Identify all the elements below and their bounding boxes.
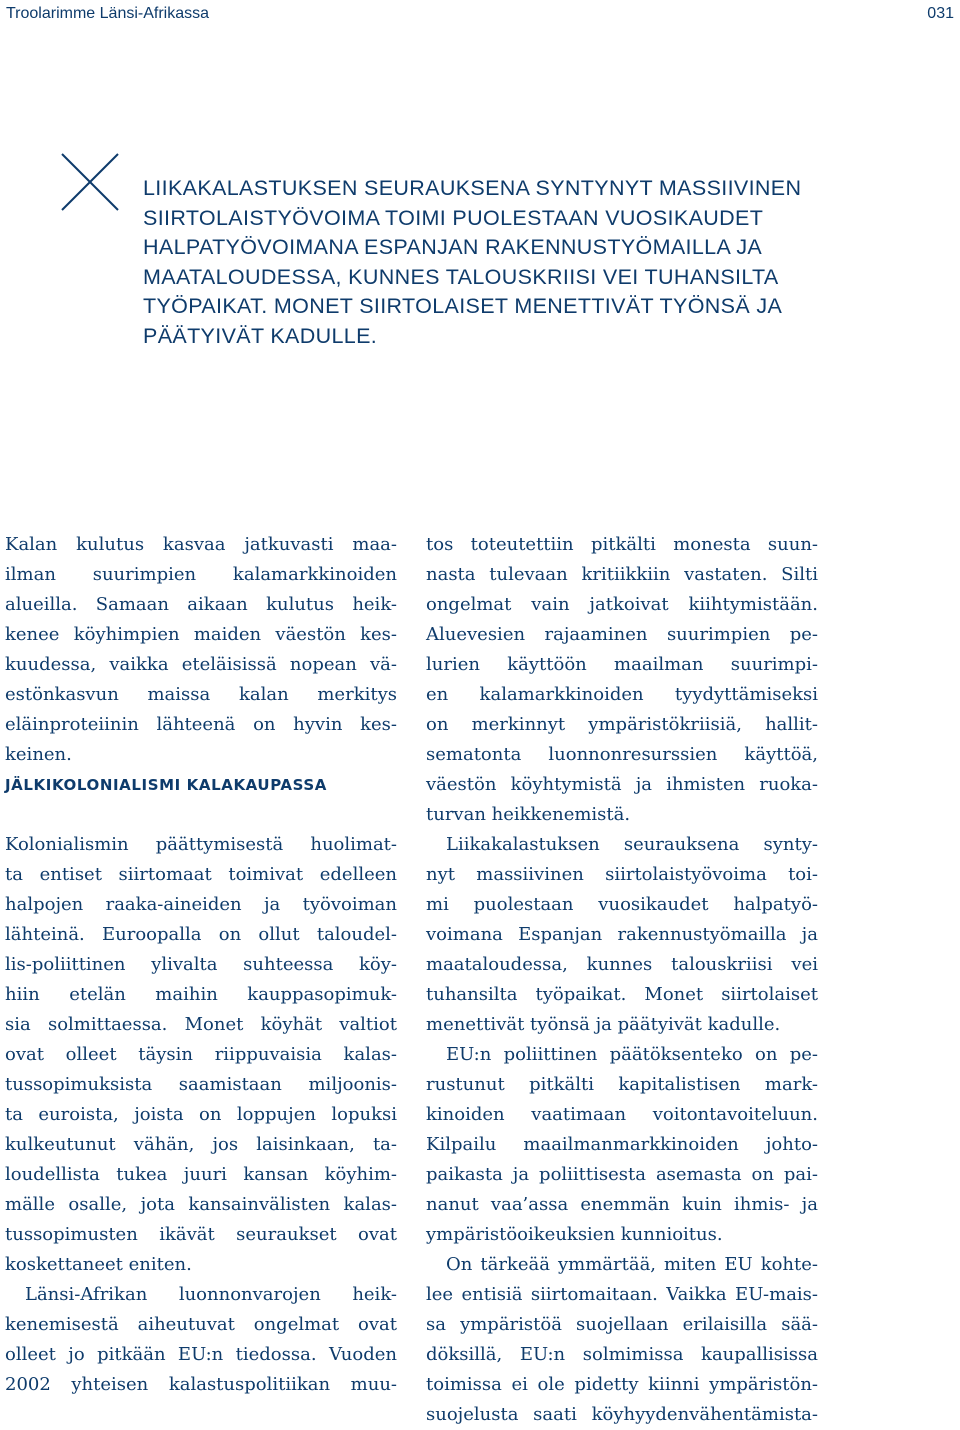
- text-line: döksillä, EU:n solmimissa kaupallisissa: [426, 1344, 818, 1365]
- text-line: lee entisiä siirtomaitaan. Vaikka EU-mais-: [426, 1284, 818, 1305]
- text-line: Länsi-Afrikan luonnonvarojen heik-: [25, 1284, 397, 1305]
- text-line: mälle osalle, jota kansainvälisten kalas-: [5, 1194, 397, 1215]
- left-column: [5, 530, 397, 1400]
- pull-quote-line: MAATALOUDESSA, KUNNES TALOUSKRIISI VEI TUHANSILTA: [143, 264, 779, 289]
- text-line: paikasta ja poliittisesta asemasta on pai-: [426, 1164, 818, 1185]
- pull-quote-line: LIIKAKALASTUKSEN SEURAUKSENA SYNTYNYT MASSIIVINEN: [143, 176, 802, 200]
- text-line: kinoiden vaatimaan voitontavoiteluun.: [426, 1104, 818, 1125]
- body-paragraph: [5, 830, 397, 1280]
- text-line: menettivät työnsä ja päätyivät kadulle.: [426, 1014, 781, 1035]
- text-line: Kolonialismin päättymisestä huolimat-: [5, 834, 397, 855]
- text-line: hiin etelän maihin kauppasopimuk-: [5, 984, 397, 1005]
- pull-quote: [143, 174, 943, 352]
- text-line: ilman suurimpien kalamarkkinoiden: [5, 564, 397, 585]
- text-line: loudellista tukea juuri kansan köyhim-: [5, 1164, 397, 1185]
- text-line: EU:n poliittinen päätöksenteko on pe-: [446, 1044, 818, 1065]
- x-mark-icon: [60, 152, 120, 212]
- pull-quote-line: SIIRTOLAISTYÖVOIMA TOIMI PUOLESTAAN VUOSIKAUDET: [143, 205, 764, 230]
- text-line: on merkinnyt ympäristökriisiä, hallit-: [426, 714, 818, 735]
- text-line: kuudessa, vaikka eteläisissä nopean vä-: [5, 654, 397, 675]
- text-line: tos toteutettiin pitkälti monesta suun-: [426, 534, 818, 555]
- text-line: nyt massiivinen siirtolaistyövoima toi-: [426, 864, 818, 885]
- text-line: tussopimuksista saamistaan miljoonis-: [5, 1074, 397, 1095]
- text-line: Liikakalastuksen seurauksena synty-: [446, 834, 818, 855]
- text-line: kenemisestä aiheutuvat ongelmat ovat: [5, 1314, 397, 1335]
- text-line: turvan heikkenemistä.: [426, 804, 631, 825]
- text-line: kulkeutunut vähän, jos laisinkaan, ta-: [5, 1134, 397, 1155]
- text-line: nasta tulevaan kritiikkiin vastaten. Silti: [426, 564, 818, 585]
- text-line: lurien käyttöön maailman suurimpi-: [426, 654, 818, 675]
- body-paragraph: [426, 830, 818, 1040]
- section-heading: JÄLKIKOLONIALISMI KALAKAUPASSA: [5, 776, 327, 794]
- text-line: ympäristöoikeuksien kunnioitus.: [426, 1224, 723, 1245]
- text-line: sa ympäristöä suojellaan erilaisilla sää-: [426, 1314, 818, 1335]
- text-line: mi puolestaan vuosikaudet halpatyö-: [426, 894, 818, 915]
- running-title: Troolarimme Länsi-Afrikassa: [6, 5, 210, 22]
- page-number: 031: [927, 5, 954, 22]
- text-line: ta entiset siirtomaat toimivat edelleen: [5, 864, 397, 885]
- body-paragraph: [426, 530, 818, 830]
- text-line: Kilpailu maailmanmarkkinoiden johto-: [426, 1134, 818, 1155]
- text-line: On tärkeää ymmärtää, miten EU kohte-: [446, 1254, 818, 1275]
- text-line: rustunut pitkälti kapitalistisen mark-: [426, 1074, 818, 1095]
- pull-quote-line: TYÖPAIKAT. MONET SIIRTOLAISET MENETTIVÄT TYÖNSÄ JA: [143, 294, 783, 319]
- text-line: kenee köyhimpien maiden väestön kes-: [5, 624, 397, 645]
- text-line: ongelmat vain jatkoivat kiihtymistään.: [426, 594, 818, 615]
- pull-quote-line: PÄÄTYIVÄT KADULLE.: [143, 323, 378, 348]
- text-line: tussopimusten ikävät seuraukset ovat: [5, 1224, 397, 1245]
- text-line: lähteinä. Euroopalla on ollut taloudel-: [5, 924, 397, 945]
- body-paragraph: [5, 1280, 397, 1400]
- text-line: nanut vaa’assa enemmän kuin ihmis- ja: [426, 1194, 818, 1215]
- text-line: keinen.: [5, 744, 72, 765]
- text-line: väestön köyhtymistä ja ihmisten ruoka-: [426, 774, 818, 795]
- text-line: ovat olleet täysin riippuvaisia kalas-: [5, 1044, 397, 1065]
- body-paragraph: [426, 1250, 818, 1430]
- text-line: en kalamarkkinoiden tyydyttämiseksi: [426, 684, 818, 705]
- running-header: [6, 4, 954, 24]
- pull-quote-line: HALPATYÖVOIMANA ESPANJAN RAKENNUSTYÖMAILLA JA: [143, 235, 763, 260]
- text-line: tuhansilta työpaikat. Monet siirtolaiset: [426, 984, 818, 1005]
- text-line: alueilla. Samaan aikaan kulutus heik-: [5, 594, 397, 615]
- text-line: lis-poliittinen ylivalta suhteessa köy-: [5, 954, 397, 975]
- text-line: halpojen raaka-aineiden ja työvoiman: [5, 894, 397, 915]
- text-line: Aluevesien rajaaminen suurimpien pe-: [426, 624, 818, 645]
- text-line: suojelusta saati köyhyydenvähentämista-: [426, 1404, 818, 1425]
- text-line: eläinproteiinin lähteenä on hyvin kes-: [5, 714, 397, 735]
- text-line: ta euroista, joista on loppujen lopuksi: [5, 1104, 397, 1125]
- text-line: maataloudessa, kunnes talouskriisi vei: [426, 954, 818, 975]
- body-paragraph: [5, 530, 397, 770]
- section-gap: [5, 800, 397, 830]
- text-line: Kalan kulutus kasvaa jatkuvasti maa-: [5, 534, 397, 555]
- body-paragraph: [426, 1040, 818, 1250]
- text-line: koskettaneet eniten.: [5, 1254, 192, 1275]
- text-line: toimissa ei ole pidetty kiinni ympäristön-: [426, 1374, 818, 1395]
- text-line: estönkasvun maissa kalan merkitys: [5, 684, 397, 705]
- right-column: [426, 530, 818, 1430]
- text-line: 2002 yhteisen kalastuspolitiikan muu-: [5, 1374, 397, 1395]
- text-line: voimana Espanjan rakennustyömailla ja: [426, 924, 818, 945]
- text-line: sematonta luonnonresurssien käyttöä,: [426, 744, 818, 765]
- text-line: olleet jo pitkään EU:n tiedossa. Vuoden: [5, 1344, 397, 1365]
- text-line: sia solmittaessa. Monet köyhät valtiot: [5, 1014, 397, 1035]
